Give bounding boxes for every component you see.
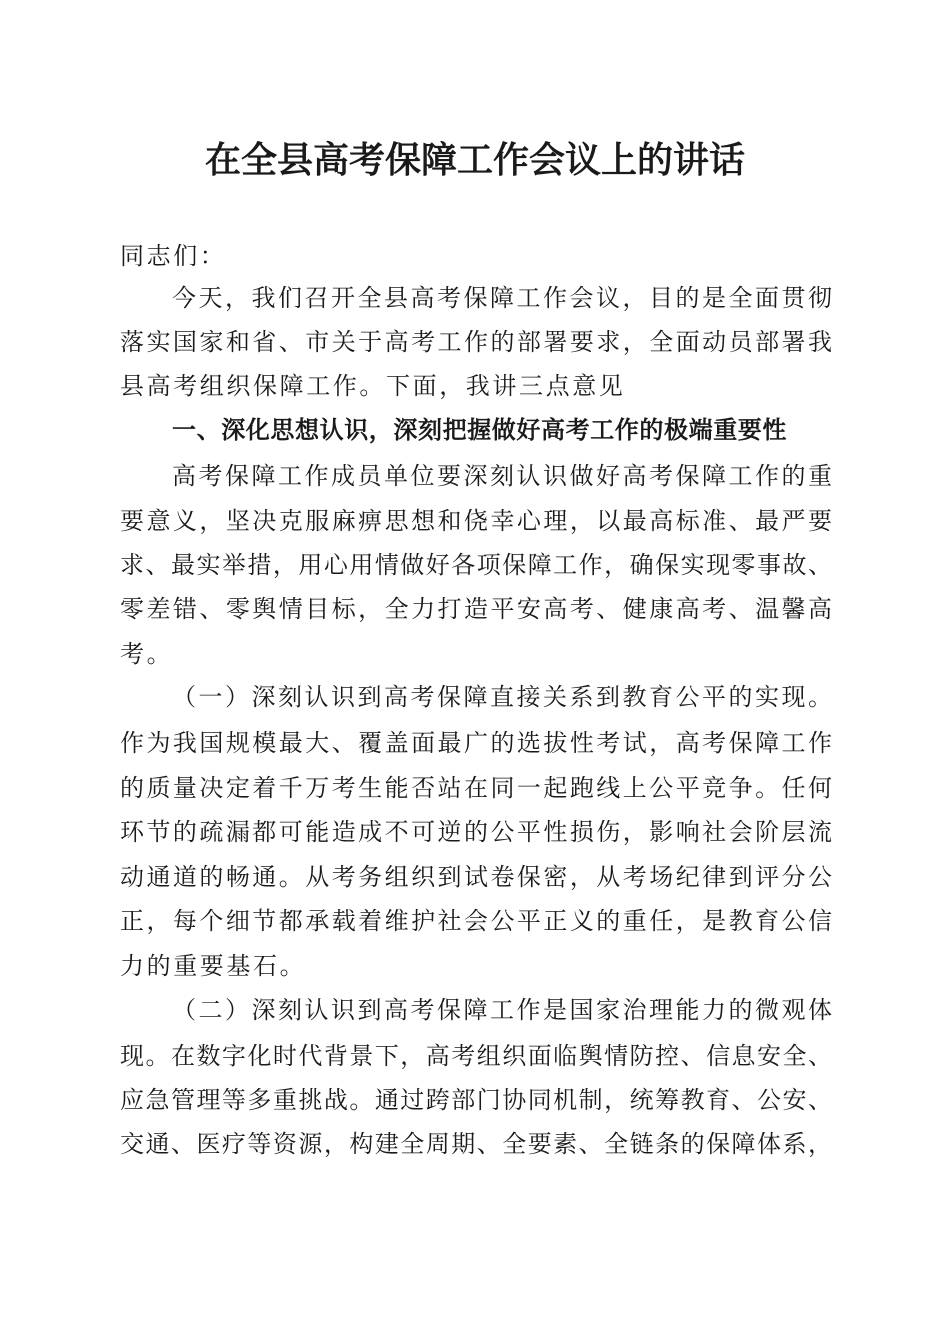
subsection-line: 动通道的畅通。从考务组织到试卷保密，从考场纪律到评分公	[120, 863, 832, 891]
intro-line: 落实国家和省、市关于高考工作的部署要求，全面动员部署我	[120, 328, 832, 356]
section-line: 高考保障工作成员单位要深刻认识做好高考保障工作的重	[172, 462, 832, 490]
document-title: 在全县高考保障工作会议上的讲话	[204, 139, 745, 181]
subsection-line: 现。在数字化时代背景下，高考组织面临舆情防控、信息安全、	[120, 1042, 832, 1070]
subsection-heading: （一）深刻认识到高考保障直接关系到教育公平的实现。	[172, 683, 832, 711]
subsection-line: 交通、医疗等资源，构建全周期、全要素、全链条的保障体系，	[120, 1130, 832, 1158]
section-line: 求、最实举措，用心用情做好各项保障工作，确保实现零事故、	[120, 551, 832, 579]
subsection-line: 的质量决定着千万考生能否站在同一起跑线上公平竞争。任何	[120, 774, 832, 802]
subsection-heading: （二）深刻认识到高考保障工作是国家治理能力的微观体	[172, 996, 832, 1024]
intro-line: 县高考组织保障工作。下面，我讲三点意见	[120, 372, 626, 400]
section-line: 要意义，坚决克服麻痹思想和侥幸心理，以最高标准、最严要	[120, 507, 832, 535]
salutation: 同志们：	[120, 242, 227, 270]
subsection-line: 力的重要基石。	[120, 952, 307, 980]
section-heading: 一、深化思想认识，深刻把握做好高考工作的极端重要性	[172, 416, 787, 444]
section-line: 零差错、零舆情目标，全力打造平安高考、健康高考、温馨高	[120, 595, 832, 623]
intro-line: 今天，我们召开全县高考保障工作会议，目的是全面贯彻	[172, 284, 832, 312]
subsection-line: 环节的疏漏都可能造成不可逆的公平性损伤，影响社会阶层流	[120, 818, 832, 846]
subsection-line: 应急管理等多重挑战。通过跨部门协同机制，统筹教育、公安、	[120, 1086, 832, 1114]
subsection-line: 作为我国规模最大、覆盖面最广的选拔性考试，高考保障工作	[120, 729, 832, 757]
subsection-line: 正，每个细节都承载着维护社会公平正义的重任，是教育公信	[120, 907, 832, 935]
section-line: 考。	[120, 640, 174, 668]
